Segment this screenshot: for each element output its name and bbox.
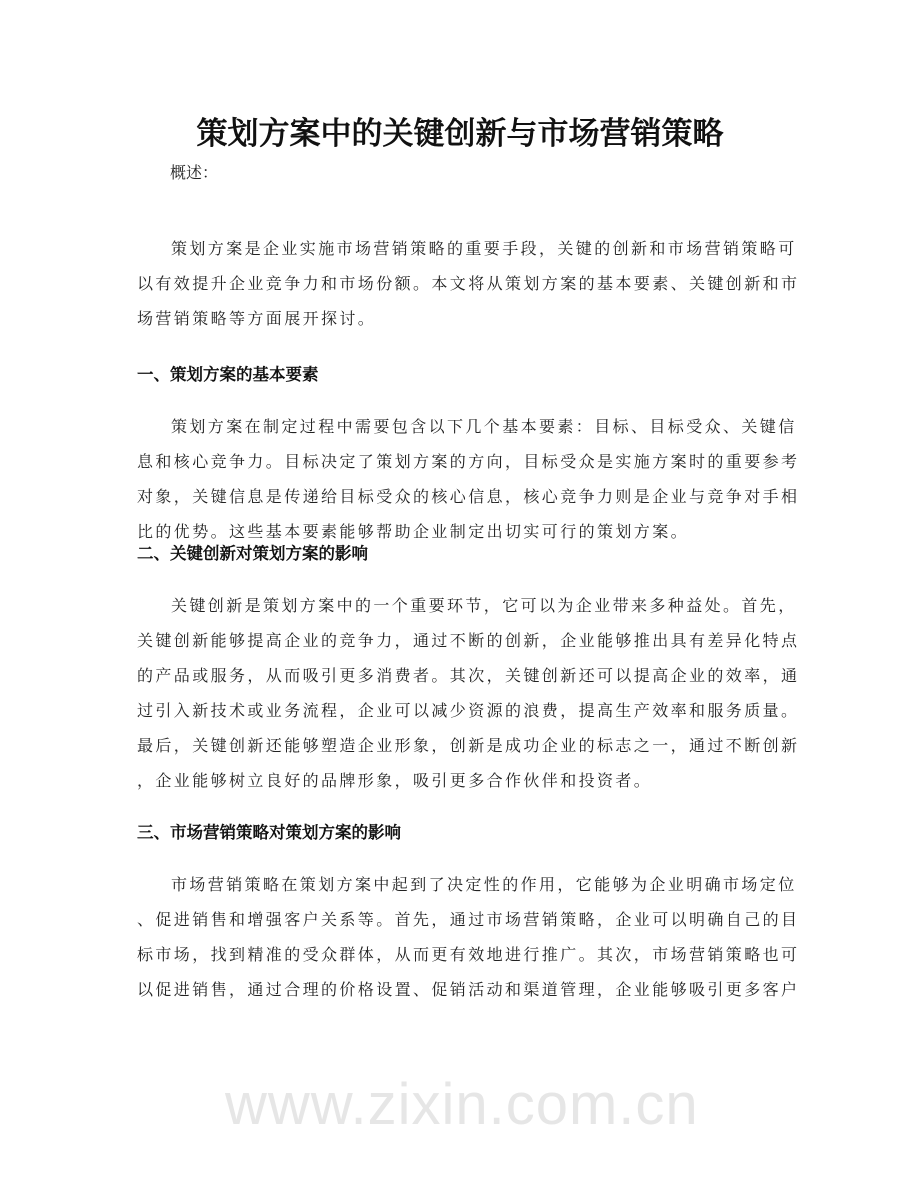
text-line: 场营销策略等方面展开探讨。: [137, 309, 377, 328]
text-line: 的产品或服务，从而吸引更多消费者。其次，关键创新还可以提高企业的效率，通: [137, 666, 800, 685]
text-line: 比的优势。这些基本要素能够帮助企业制定出切实可行的策划方案。: [137, 522, 690, 541]
text-line: 策划方案在制定过程中需要包含以下几个基本要素：目标、目标受众、关键信: [171, 417, 797, 436]
paragraph-intro: [137, 231, 800, 336]
text-line: 息和核心竞争力。目标决定了策划方案的方向，目标受众是实施方案时的重要参考: [137, 452, 800, 471]
paragraph-section-3: [137, 867, 800, 1007]
section-heading-2: 二、关键创新对策划方案的影响: [137, 544, 368, 563]
text-line: 策划方案是企业实施市场营销策略的重要手段，关键的创新和市场营销策略可: [171, 239, 797, 258]
text-line: 以促进销售，通过合理的价格设置、促销活动和渠道管理，企业能够吸引更多客户: [137, 980, 800, 999]
text-line: 关键创新能够提高企业的竞争力，通过不断的创新，企业能够推出具有差异化特点: [137, 631, 800, 650]
text-line: 对象，关键信息是传递给目标受众的核心信息，核心竞争力则是企业与竞争对手相: [137, 487, 800, 506]
section-heading-1: 一、策划方案的基本要素: [137, 365, 319, 384]
text-line: 最后，关键创新还能够塑造企业形象，创新是成功企业的标志之一，通过不断创新: [137, 736, 800, 755]
text-line: 市场营销策略在策划方案中起到了决定性的作用，它能够为企业明确市场定位: [171, 875, 797, 894]
text-line: 以有效提升企业竞争力和市场份额。本文将从策划方案的基本要素、关键创新和市: [137, 274, 800, 293]
paragraph-section-1: [137, 409, 800, 549]
text-line: 关键创新是策划方案中的一个重要环节，它可以为企业带来多种益处。首先，: [171, 596, 797, 615]
text-line: 、促进销售和增强客户关系等。首先，通过市场营销策略，企业可以明确自己的目: [137, 910, 800, 929]
paragraph-section-2: [137, 588, 800, 798]
text-line: 过引入新技术或业务流程，企业可以减少资源的浪费，提高生产效率和服务质量。: [137, 701, 800, 720]
section-heading-3: 三、市场营销策略对策划方案的影响: [137, 823, 401, 842]
text-line: 标市场，找到精准的受众群体，从而更有效地进行推广。其次，市场营销策略也可: [137, 945, 800, 964]
text-line: ，企业能够树立良好的品牌形象，吸引更多合作伙伴和投资者。: [137, 771, 653, 790]
overview-label: 概述：: [170, 163, 219, 182]
document-title: 策划方案中的关键创新与市场营销策略: [196, 116, 724, 152]
watermark: www.zixin.com.cn: [225, 1072, 699, 1137]
